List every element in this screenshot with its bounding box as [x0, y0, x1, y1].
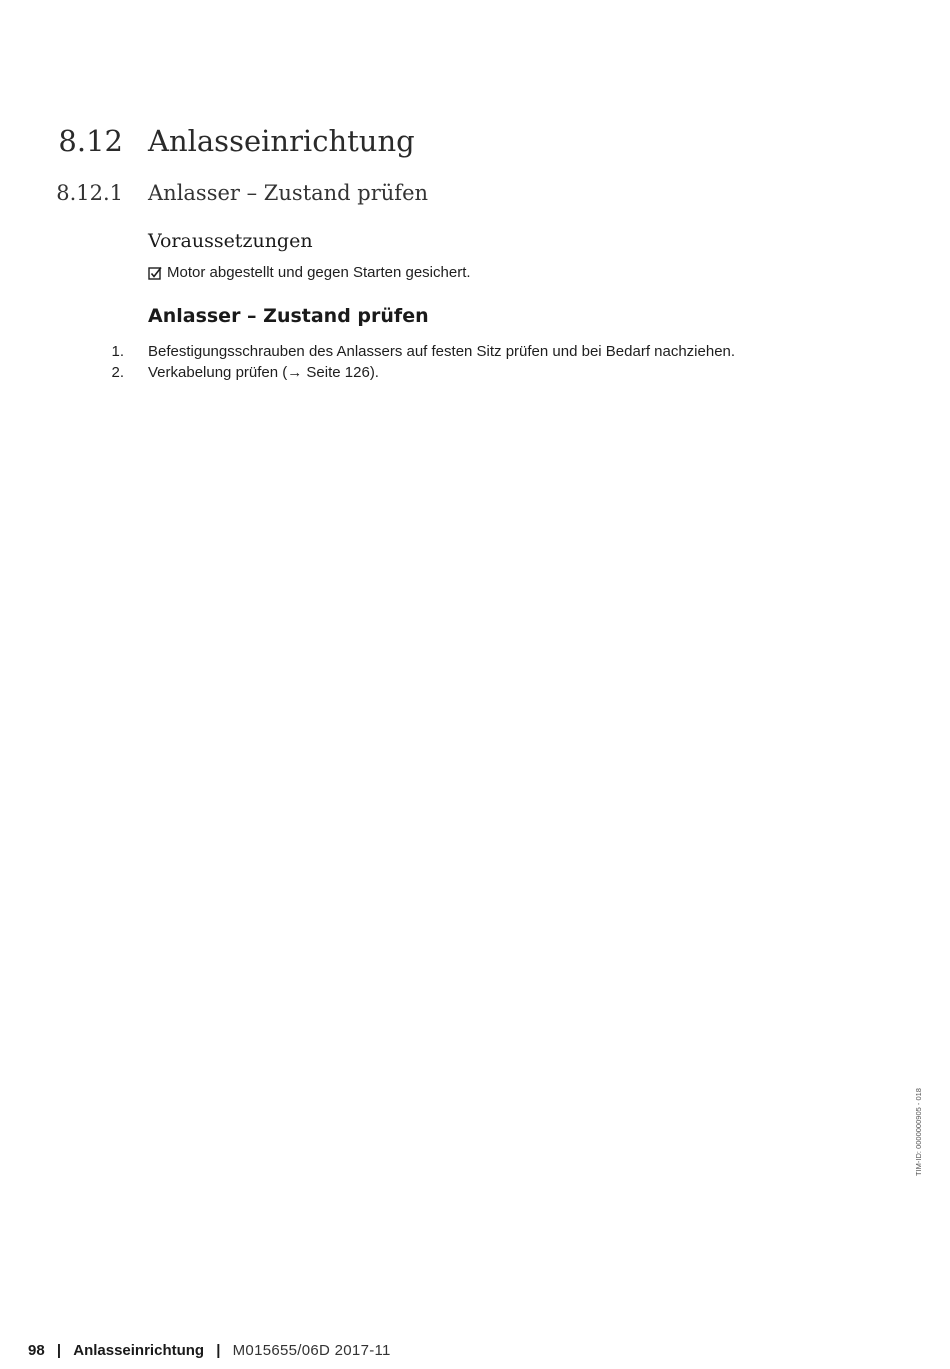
step-number: 1.: [111, 343, 124, 360]
footer-separator: |: [216, 1342, 221, 1359]
footer-separator: |: [56, 1342, 62, 1359]
footer-chapter: Anlasseinrichtung: [73, 1342, 205, 1359]
list-item: [0, 341, 950, 362]
checkbox-checked-icon: [148, 266, 162, 280]
step-number: 2.: [111, 364, 124, 381]
subsection-title: Anlasser – Zustand prüfen: [148, 181, 429, 205]
task-steps-list: [0, 341, 950, 383]
prerequisites-heading: Voraussetzungen: [148, 230, 313, 252]
footer-document-id: M015655/06D 2017-11: [232, 1342, 391, 1359]
section-title: Anlasseinrichtung: [148, 124, 415, 158]
section-heading: [0, 124, 950, 164]
page-number: 98: [28, 1342, 45, 1359]
subsection-number: 8.12.1: [56, 181, 123, 205]
subsection-heading: [0, 181, 950, 211]
step-text: Befestigungsschrauben des Anlassers auf festen Sitz prüfen und bei Bedarf nachziehen.: [148, 343, 736, 360]
page-footer: [28, 1342, 391, 1359]
tim-id-label: TIM-ID: 0000000905 - 018: [914, 1088, 923, 1176]
prerequisite-text: Motor abgestellt und gegen Starten gesichert.: [167, 264, 471, 281]
task-heading: Anlasser – Zustand prüfen: [148, 305, 429, 327]
list-item: [0, 362, 950, 383]
step-text: Verkabelung prüfen (→ Seite 126).: [148, 364, 379, 381]
section-number: 8.12: [58, 124, 123, 158]
prerequisite-item: [148, 264, 471, 281]
